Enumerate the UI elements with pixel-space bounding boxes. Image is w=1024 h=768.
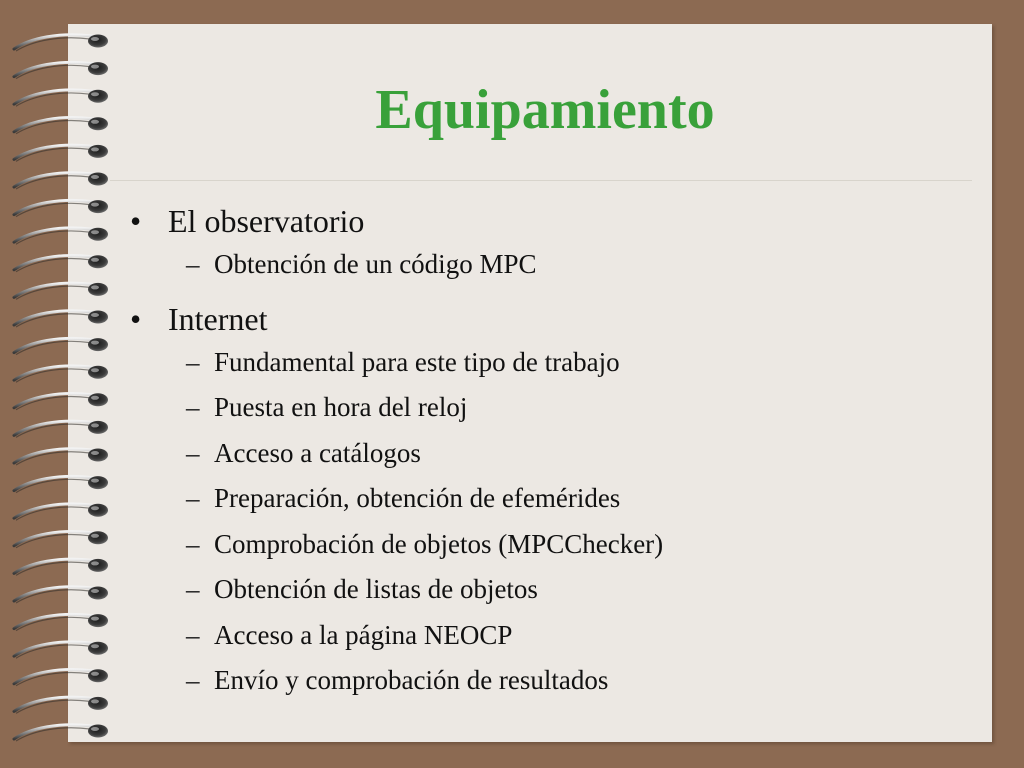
title-divider [110, 180, 972, 181]
sub-bullet-item [130, 658, 950, 704]
dash-mark: – [186, 346, 200, 377]
dash-mark: – [186, 483, 200, 513]
sub-bullet-text: Preparación, obtención de efemérides [214, 483, 621, 513]
spiral-ring-icon [14, 642, 108, 659]
sub-list [130, 340, 950, 704]
bullet-text: Internet [168, 300, 268, 337]
spiral-ring-icon [14, 255, 108, 272]
sub-bullet-item [130, 431, 950, 477]
sub-bullet-item [130, 522, 950, 568]
bullet-list [130, 200, 950, 714]
sub-bullet-text: Obtención de listas de objetos [214, 574, 538, 604]
dash-mark: – [186, 392, 200, 422]
bullet-item [130, 200, 950, 242]
spiral-ring-icon [14, 145, 108, 162]
sub-bullet-item [130, 385, 950, 431]
sub-bullet-text: Acceso a la página NEOCP [214, 619, 513, 650]
sub-bullet-item [130, 613, 950, 659]
sub-list-container [130, 242, 950, 288]
spiral-ring-icon [14, 366, 108, 383]
dash-mark: – [186, 249, 200, 279]
spiral-ring-icon [14, 559, 108, 576]
sub-bullet-item [130, 242, 950, 288]
sub-bullet-text: Envío y comprobación de resultados [214, 665, 609, 695]
spiral-ring-icon [14, 311, 108, 328]
sub-bullet-text: Puesta en hora del reloj [214, 392, 468, 422]
slide-title: Equipamiento [375, 79, 715, 141]
spiral-ring-icon [14, 338, 108, 355]
spiral-ring-icon [14, 504, 108, 521]
dash-mark: – [186, 619, 200, 650]
sub-bullet-item [130, 476, 950, 522]
sub-bullet-text: Comprobación de objetos (MPCChecker) [214, 528, 664, 559]
spiral-ring-icon [14, 62, 108, 79]
sub-list-container [130, 340, 950, 704]
sub-bullet-item [130, 567, 950, 613]
spiral-ring-icon [14, 35, 108, 52]
sub-list [130, 242, 950, 288]
spiral-ring-icon [14, 476, 108, 493]
sub-bullet-text: Acceso a catálogos [214, 437, 421, 468]
bullet-text: El observatorio [168, 203, 365, 239]
spiral-ring-icon [14, 587, 108, 604]
bullet-mark: • [130, 300, 142, 337]
dash-mark: – [186, 665, 200, 695]
spiral-ring-icon [14, 393, 108, 410]
spiral-ring-icon [14, 531, 108, 548]
sub-bullet-text: Fundamental para este tipo de trabajo [214, 346, 620, 377]
dash-mark: – [186, 437, 200, 468]
spiral-ring-icon [14, 283, 108, 300]
dash-mark: – [186, 574, 200, 604]
spiral-ring-icon [14, 697, 108, 714]
spiral-ring-icon [14, 200, 108, 217]
spiral-ring-icon [14, 449, 108, 466]
sub-bullet-item [130, 340, 950, 386]
spiral-ring-icon [14, 669, 108, 686]
bullet-item [130, 298, 950, 340]
spiral-ring-icon [14, 173, 108, 190]
bullet-mark: • [130, 203, 142, 239]
spiral-ring-icon [14, 228, 108, 245]
dash-mark: – [186, 528, 200, 559]
spiral-ring-icon [14, 614, 108, 631]
spiral-ring-icon [14, 725, 108, 742]
sub-bullet-text: Obtención de un código MPC [214, 249, 537, 279]
spiral-ring-icon [14, 421, 108, 438]
